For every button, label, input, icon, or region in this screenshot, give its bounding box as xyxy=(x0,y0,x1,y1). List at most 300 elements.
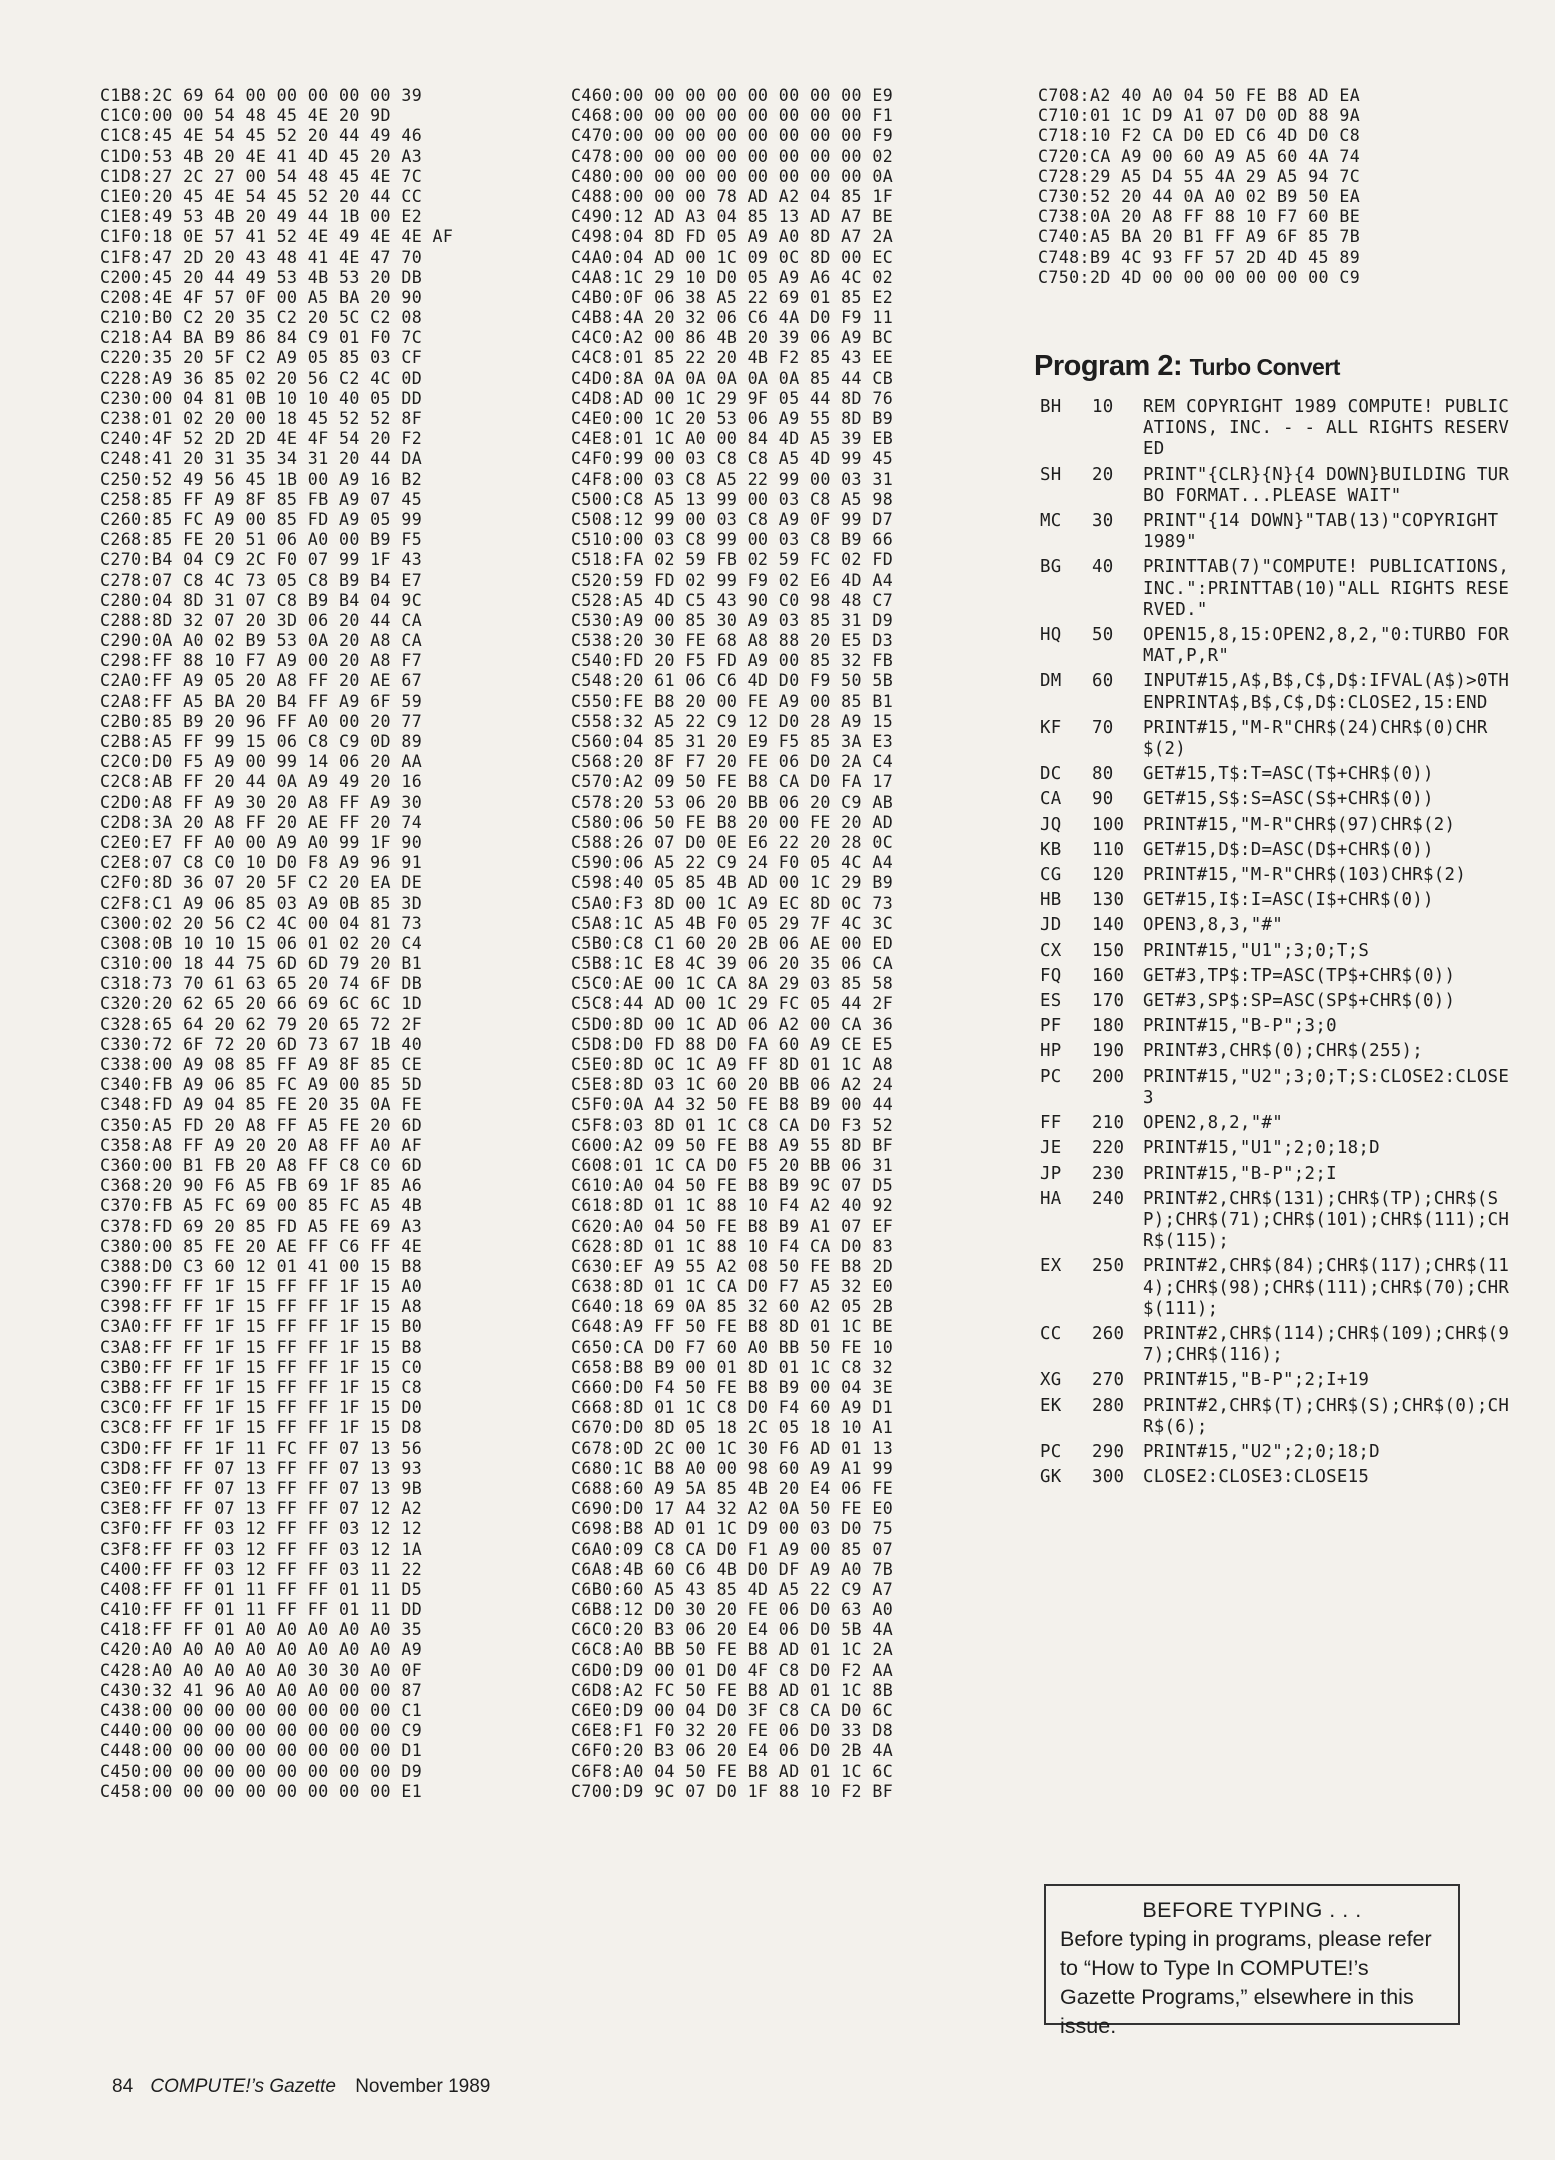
hex-line: C5D8:D0 FD 88 D0 FA 60 A9 CE E5 xyxy=(571,1034,894,1054)
hex-line: C360:00 B1 FB 20 A8 FF C8 C0 6D xyxy=(100,1155,423,1175)
line-code: GET#3,SP$:SP=ASC(SP$+CHR$(0)) xyxy=(1143,991,1456,1012)
hex-line: C710:01 1C D9 A1 07 D0 0D 88 9A xyxy=(1038,106,1361,126)
hex-line: C608:01 1C CA D0 F5 20 BB 06 31 xyxy=(571,1155,894,1175)
hex-line: C310:00 18 44 75 6D 6D 79 20 B1 xyxy=(100,954,423,974)
hex-line: C510:00 03 C8 99 00 03 C8 B9 66 xyxy=(571,530,894,550)
line-code: PRINT#15,"U1";2;0;18;D xyxy=(1143,1138,1380,1159)
line-checksum: HA xyxy=(1040,1188,1062,1209)
hex-line: C6D0:D9 00 01 D0 4F C8 D0 F2 AA xyxy=(571,1660,894,1680)
hex-line: C500:C8 A5 13 99 00 03 C8 A5 98 xyxy=(571,489,894,509)
hex-line: C320:20 62 65 20 66 69 6C 6C 1D xyxy=(100,994,423,1014)
line-checksum: SH xyxy=(1040,464,1062,485)
hex-line: C5A8:1C A5 4B F0 05 29 7F 4C 3C xyxy=(571,913,894,933)
hex-line: C220:35 20 5F C2 A9 05 85 03 CF xyxy=(100,348,423,368)
hex-line: C4C8:01 85 22 20 4B F2 85 43 EE xyxy=(571,348,894,368)
hex-line: C410:FF FF 01 11 FF FF 01 11 DD xyxy=(100,1600,423,1620)
hex-line: C4E0:00 1C 20 53 06 A9 55 8D B9 xyxy=(571,409,894,428)
hex-line: C620:A0 04 50 FE B8 B9 A1 07 EF xyxy=(571,1216,894,1236)
line-number: 270 xyxy=(1092,1370,1125,1391)
hex-line: C678:0D 2C 00 1C 30 F6 AD 01 13 xyxy=(571,1438,894,1458)
line-code: PRINT#15,"M-R"CHR$(24)CHR$(0)CHR$(2) xyxy=(1143,717,1488,760)
hex-line: C278:07 C8 4C 73 05 C8 B9 B4 E7 xyxy=(100,570,423,590)
line-number: 80 xyxy=(1092,764,1114,785)
line-code: PRINT#15,"B-P";2;I xyxy=(1143,1163,1337,1184)
basic-line xyxy=(1040,1164,1519,1185)
hex-line: C388:D0 C3 60 12 01 41 00 15 B8 xyxy=(100,1256,423,1276)
line-code: PRINT#15,"M-R"CHR$(97)CHR$(2) xyxy=(1143,814,1456,835)
program-title: Turbo Convert xyxy=(1189,354,1340,380)
hex-listing-column-2 xyxy=(571,86,893,1802)
basic-line xyxy=(1040,966,1519,987)
hex-line: C408:FF FF 01 11 FF FF 01 11 D5 xyxy=(100,1579,423,1599)
line-number: 40 xyxy=(1092,557,1114,578)
hex-line: C368:20 90 F6 A5 FB 69 1F 85 A6 xyxy=(100,1176,423,1196)
hex-line: C338:00 A9 08 85 FF A9 8F 85 CE xyxy=(100,1055,423,1074)
issue-date: November 1989 xyxy=(355,2076,491,2097)
hex-line: C5A0:F3 8D 00 1C A9 EC 8D 0C 73 xyxy=(571,893,894,913)
hex-line: C538:20 30 FE 68 A8 88 20 E5 D3 xyxy=(571,631,894,651)
hex-line: C478:00 00 00 00 00 00 00 00 02 xyxy=(571,146,894,166)
hex-line: C618:8D 01 1C 88 10 F4 A2 40 92 xyxy=(571,1196,894,1216)
hex-line: C738:0A 20 A8 FF 88 10 F7 60 BE xyxy=(1038,207,1361,227)
line-number: 300 xyxy=(1092,1467,1125,1488)
hex-line: C740:A5 BA 20 B1 FF A9 6F 85 7B xyxy=(1038,227,1361,247)
hex-line: C258:85 FF A9 8F 85 FB A9 07 45 xyxy=(100,489,423,509)
basic-line xyxy=(1040,1189,1519,1253)
line-code: INPUT#15,A$,B$,C$,D$:IFVAL(A$)>0THENPRINTA$,B$,C$,D$:CLOSE2,15:END xyxy=(1143,671,1510,713)
hex-line: C498:04 8D FD 05 A9 A0 8D A7 2A xyxy=(571,227,894,247)
hex-line: C250:52 49 56 45 1B 00 A9 16 B2 xyxy=(100,469,423,489)
line-checksum: EK xyxy=(1040,1395,1062,1416)
hex-line: C318:73 70 61 63 65 20 74 6F DB xyxy=(100,974,423,994)
hex-line: C3A0:FF FF 1F 15 FF FF 1F 15 B0 xyxy=(100,1317,423,1337)
hex-line: C4A0:04 AD 00 1C 09 0C 8D 00 EC xyxy=(571,247,894,267)
line-code: PRINT#15,"B-P";2;I+19 xyxy=(1143,1370,1370,1391)
hex-line: C5F8:03 8D 01 1C C8 CA D0 F3 52 xyxy=(571,1115,894,1135)
notice-body: Before typing in programs, please refer to “How to Type In COMPUTE!’s Gazette Programs,” elsewhere in this issue. xyxy=(1060,1927,1432,2038)
hex-line: C398:FF FF 1F 15 FF FF 1F 15 A8 xyxy=(100,1297,423,1317)
hex-line: C280:04 8D 31 07 C8 B9 B4 04 9C xyxy=(100,590,423,610)
hex-line: C208:4E 4F 57 0F 00 A5 BA 20 90 xyxy=(100,287,423,307)
basic-line xyxy=(1040,764,1519,785)
program-heading xyxy=(1034,350,1340,383)
hex-line: C520:59 FD 02 99 F9 02 E6 4D A4 xyxy=(571,570,894,590)
hex-line: C378:FD 69 20 85 FD A5 FE 69 A3 xyxy=(100,1216,423,1236)
hex-line: C2B8:A5 FF 99 15 06 C8 C9 0D 89 xyxy=(100,732,423,751)
basic-line xyxy=(1040,718,1519,760)
line-code: OPEN2,8,2,"#" xyxy=(1143,1113,1284,1134)
basic-line xyxy=(1040,890,1519,911)
before-typing-notice xyxy=(1044,1884,1460,2038)
line-number: 230 xyxy=(1092,1163,1125,1184)
hex-line: C6A0:09 C8 CA D0 F1 A9 00 85 07 xyxy=(571,1539,894,1559)
hex-line: C720:CA A9 00 60 A9 A5 60 4A 74 xyxy=(1038,146,1361,166)
hex-line: C458:00 00 00 00 00 00 00 00 E1 xyxy=(100,1781,423,1801)
hex-line: C3F8:FF FF 03 12 FF FF 03 12 1A xyxy=(100,1539,423,1559)
hex-line: C3D0:FF FF 1F 11 FC FF 07 13 56 xyxy=(100,1438,423,1458)
line-number: 280 xyxy=(1092,1395,1125,1416)
hex-line: C728:29 A5 D4 55 4A 29 A5 94 7C xyxy=(1038,166,1361,186)
line-number: 140 xyxy=(1092,915,1125,936)
line-checksum: DC xyxy=(1040,764,1062,785)
hex-line: C1C8:45 4E 54 45 52 20 44 49 46 xyxy=(100,126,423,146)
line-number: 130 xyxy=(1092,890,1125,911)
line-checksum: JD xyxy=(1040,915,1062,936)
line-code: PRINT#2,CHR$(114);CHR$(109);CHR$(97);CHR$(116); xyxy=(1143,1323,1510,1366)
hex-line: C270:B4 04 C9 2C F0 07 99 1F 43 xyxy=(100,550,423,570)
line-checksum: HB xyxy=(1040,890,1062,911)
hex-line: C2D0:A8 FF A9 30 20 A8 FF A9 30 xyxy=(100,792,423,812)
hex-line: C4F8:00 03 C8 A5 22 99 00 03 31 xyxy=(571,469,894,489)
line-number: 20 xyxy=(1092,464,1114,485)
hex-line: C2C8:AB FF 20 44 0A A9 49 20 16 xyxy=(100,772,423,792)
hex-line: C450:00 00 00 00 00 00 00 00 D9 xyxy=(100,1761,423,1781)
line-number: 10 xyxy=(1092,397,1114,417)
hex-line: C240:4F 52 2D 2D 4E 4F 54 20 F2 xyxy=(100,429,423,449)
hex-line: C1B8:2C 69 64 00 00 00 00 00 39 xyxy=(100,86,423,105)
hex-line: C228:A9 36 85 02 20 56 C2 4C 0D xyxy=(100,368,423,388)
hex-line: C2E0:E7 FF A0 00 A9 A0 99 1F 90 xyxy=(100,832,423,852)
basic-line xyxy=(1040,1370,1519,1391)
hex-line: C4E8:01 1C A0 00 84 4D A5 39 EB xyxy=(571,429,894,449)
hex-line: C2E8:07 C8 C0 10 D0 F8 A9 96 91 xyxy=(100,853,423,873)
line-checksum: FF xyxy=(1040,1113,1062,1134)
hex-line: C358:A8 FF A9 20 20 A8 FF A0 AF xyxy=(100,1135,423,1155)
hex-line: C4F0:99 00 03 C8 C8 A5 4D 99 45 xyxy=(571,449,894,469)
hex-line: C3C0:FF FF 1F 15 FF FF 1F 15 D0 xyxy=(100,1398,423,1418)
basic-line xyxy=(1040,671,1519,713)
line-code: PRINT"{14 DOWN}"TAB(13)"COPYRIGHT 1989" xyxy=(1143,511,1499,553)
hex-line: C490:12 AD A3 04 85 13 AD A7 BE xyxy=(571,207,894,227)
basic-line xyxy=(1040,941,1519,962)
hex-line: C288:8D 32 07 20 3D 06 20 44 CA xyxy=(100,610,423,630)
line-number: 120 xyxy=(1092,865,1125,886)
line-checksum: KF xyxy=(1040,717,1062,738)
hex-line: C2C0:D0 F5 A9 00 99 14 06 20 AA xyxy=(100,752,423,772)
hex-line: C550:FE B8 20 00 FE A9 00 85 B1 xyxy=(571,691,894,711)
hex-line: C268:85 FE 20 51 06 A0 00 B9 F5 xyxy=(100,530,423,550)
hex-line: C5B8:1C E8 4C 39 06 20 35 06 CA xyxy=(571,954,894,974)
hex-line: C6A8:4B 60 C6 4B D0 DF A9 A0 7B xyxy=(571,1559,894,1579)
hex-line: C698:B8 AD 01 1C D9 00 03 D0 75 xyxy=(571,1519,894,1539)
hex-line: C518:FA 02 59 FB 02 59 FC 02 FD xyxy=(571,550,894,570)
line-code: PRINT#15,"U2";3;0;T;S:CLOSE2:CLOSE3 xyxy=(1143,1066,1510,1108)
hex-line: C2F8:C1 A9 06 85 03 A9 0B 85 3D xyxy=(100,893,423,913)
basic-line xyxy=(1040,865,1519,886)
basic-listing xyxy=(1040,397,1519,1492)
hex-line: C230:00 04 81 0B 10 10 40 05 DD xyxy=(100,388,423,408)
hex-line: C528:A5 4D C5 43 90 C0 98 48 C7 xyxy=(571,590,894,610)
line-code: PRINT#15,"B-P";3;0 xyxy=(1143,1016,1337,1037)
hex-line: C298:FF 88 10 F7 A9 00 20 A8 F7 xyxy=(100,651,423,671)
hex-line: C610:A0 04 50 FE B8 B9 9C 07 D5 xyxy=(571,1176,894,1196)
line-checksum: HQ xyxy=(1040,625,1062,646)
hex-line: C370:FB A5 FC 69 00 85 FC A5 4B xyxy=(100,1196,423,1216)
hex-line: C718:10 F2 CA D0 ED C6 4D D0 C8 xyxy=(1038,126,1361,146)
line-code: PRINT#2,CHR$(T);CHR$(S);CHR$(0);CHR$(6); xyxy=(1143,1395,1510,1437)
hex-line: C578:20 53 06 20 BB 06 20 C9 AB xyxy=(571,792,894,812)
line-number: 90 xyxy=(1092,789,1114,810)
hex-line: C750:2D 4D 00 00 00 00 00 00 C9 xyxy=(1038,267,1361,287)
hex-line: C6C8:A0 BB 50 FE B8 AD 01 1C 2A xyxy=(571,1640,894,1660)
hex-line: C3E0:FF FF 07 13 FF FF 07 13 9B xyxy=(100,1478,423,1498)
basic-line xyxy=(1040,1113,1519,1134)
line-number: 220 xyxy=(1092,1138,1125,1159)
hex-line: C6F0:20 B3 06 20 E4 06 D0 2B 4A xyxy=(571,1741,894,1761)
line-code: PRINT"{CLR}{N}{4 DOWN}BUILDING TURBO FORMAT...PLEASE WAIT" xyxy=(1143,464,1510,506)
hex-line: C598:40 05 85 4B AD 00 1C 29 B9 xyxy=(571,873,894,893)
basic-line xyxy=(1040,991,1519,1012)
hex-line: C650:CA D0 F7 60 A0 BB 50 FE 10 xyxy=(571,1337,894,1357)
line-code: GET#15,S$:S=ASC(S$+CHR$(0)) xyxy=(1143,789,1434,810)
hex-line: C300:02 20 56 C2 4C 00 04 81 73 xyxy=(100,913,423,933)
hex-line: C548:20 61 06 C6 4D D0 F9 50 5B xyxy=(571,671,894,691)
hex-line: C5E8:8D 03 1C 60 20 BB 06 A2 24 xyxy=(571,1075,894,1095)
line-number: 210 xyxy=(1092,1113,1125,1134)
hex-line: C6E0:D9 00 04 D0 3F C8 CA D0 6C xyxy=(571,1701,894,1720)
hex-line: C6B8:12 D0 30 20 FE 06 D0 63 A0 xyxy=(571,1600,894,1620)
line-number: 290 xyxy=(1092,1441,1125,1462)
hex-line: C590:06 A5 22 C9 24 F0 05 4C A4 xyxy=(571,853,894,873)
line-checksum: CG xyxy=(1040,865,1062,886)
hex-line: C6E8:F1 F0 32 20 FE 06 D0 33 D8 xyxy=(571,1721,894,1741)
hex-listing-column-1 xyxy=(100,86,453,1802)
hex-line: C5C8:44 AD 00 1C 29 FC 05 44 2F xyxy=(571,994,894,1014)
hex-line: C468:00 00 00 00 00 00 00 00 F1 xyxy=(571,106,894,126)
hex-line: C2B0:85 B9 20 96 FF A0 00 20 77 xyxy=(100,711,423,731)
line-number: 60 xyxy=(1092,671,1114,692)
hex-line: C680:1C B8 A0 00 98 60 A9 A1 99 xyxy=(571,1458,894,1478)
basic-line xyxy=(1040,397,1519,461)
hex-line: C460:00 00 00 00 00 00 00 00 E9 xyxy=(571,86,894,105)
hex-line: C3B0:FF FF 1F 15 FF FF 1F 15 C0 xyxy=(100,1357,423,1377)
line-number: 200 xyxy=(1092,1066,1125,1087)
hex-line: C4B8:4A 20 32 06 C6 4A D0 F9 11 xyxy=(571,308,894,328)
hex-line: C440:00 00 00 00 00 00 00 00 C9 xyxy=(100,1721,423,1741)
hex-line: C5D0:8D 00 1C AD 06 A2 00 CA 36 xyxy=(571,1014,894,1034)
hex-line: C6D8:A2 FC 50 FE B8 AD 01 1C 8B xyxy=(571,1680,894,1700)
hex-line: C6F8:A0 04 50 FE B8 AD 01 1C 6C xyxy=(571,1761,894,1781)
basic-line xyxy=(1040,1442,1519,1463)
line-checksum: PF xyxy=(1040,1016,1062,1037)
line-code: OPEN3,8,3,"#" xyxy=(1143,915,1284,936)
hex-line: C3D8:FF FF 07 13 FF FF 07 13 93 xyxy=(100,1458,423,1478)
hex-line: C308:0B 10 10 15 06 01 02 20 C4 xyxy=(100,933,423,953)
basic-line xyxy=(1040,557,1519,621)
line-checksum: ES xyxy=(1040,991,1062,1012)
magazine-name: COMPUTE!’s Gazette xyxy=(150,2076,336,2097)
hex-line: C2F0:8D 36 07 20 5F C2 20 EA DE xyxy=(100,873,423,893)
line-code: CLOSE2:CLOSE3:CLOSE15 xyxy=(1143,1467,1370,1488)
line-code: GET#15,D$:D=ASC(D$+CHR$(0)) xyxy=(1143,839,1434,860)
hex-line: C688:60 A9 5A 85 4B 20 E4 06 FE xyxy=(571,1478,894,1498)
hex-line: C350:A5 FD 20 A8 FF A5 FE 20 6D xyxy=(100,1115,423,1135)
basic-line xyxy=(1040,789,1519,810)
hex-line: C400:FF FF 03 12 FF FF 03 11 22 xyxy=(100,1559,423,1579)
hex-line: C690:D0 17 A4 32 A2 0A 50 FE E0 xyxy=(571,1499,894,1519)
hex-line: C570:A2 09 50 FE B8 CA D0 FA 17 xyxy=(571,772,894,792)
hex-line: C380:00 85 FE 20 AE FF C6 FF 4E xyxy=(100,1236,423,1256)
line-number: 160 xyxy=(1092,965,1125,986)
line-checksum: XG xyxy=(1040,1370,1062,1391)
hex-line: C3E8:FF FF 07 13 FF FF 07 12 A2 xyxy=(100,1499,423,1519)
line-checksum: PC xyxy=(1040,1441,1062,1462)
hex-line: C508:12 99 00 03 C8 A9 0F 99 D7 xyxy=(571,509,894,529)
hex-line: C2A8:FF A5 BA 20 B4 FF A9 6F 59 xyxy=(100,691,423,711)
hex-line: C438:00 00 00 00 00 00 00 00 C1 xyxy=(100,1701,423,1720)
hex-line: C540:FD 20 F5 FD A9 00 85 32 FB xyxy=(571,651,894,671)
hex-line: C488:00 00 00 78 AD A2 04 85 1F xyxy=(571,186,894,206)
hex-line: C5B0:C8 C1 60 20 2B 06 AE 00 ED xyxy=(571,933,894,953)
basic-line xyxy=(1040,1256,1519,1320)
basic-line xyxy=(1040,915,1519,936)
basic-line xyxy=(1040,1396,1519,1438)
line-code: PRINT#15,"U1";3;0;T;S xyxy=(1143,940,1370,961)
line-checksum: PC xyxy=(1040,1066,1062,1087)
basic-line xyxy=(1040,511,1519,553)
hex-line: C658:B8 B9 00 01 8D 01 1C C8 32 xyxy=(571,1357,894,1377)
line-code: GET#3,TP$:TP=ASC(TP$+CHR$(0)) xyxy=(1143,965,1456,986)
notice-title: BEFORE TYPING . . . xyxy=(1142,1898,1362,1922)
hex-line: C1C0:00 00 54 48 45 4E 20 9D xyxy=(100,106,391,126)
hex-line: C630:EF A9 55 A2 08 50 FE B8 2D xyxy=(571,1256,894,1276)
hex-line: C418:FF FF 01 A0 A0 A0 A0 A0 35 xyxy=(100,1620,423,1640)
line-checksum: JP xyxy=(1040,1163,1062,1184)
line-number: 250 xyxy=(1092,1256,1125,1277)
hex-line: C660:D0 F4 50 FE B8 B9 00 04 3E xyxy=(571,1378,894,1397)
hex-line: C420:A0 A0 A0 A0 A0 A0 A0 A0 A9 xyxy=(100,1640,423,1660)
hex-line: C588:26 07 D0 0E E6 22 20 28 0C xyxy=(571,832,894,852)
hex-line: C330:72 6F 72 20 6D 73 67 1B 40 xyxy=(100,1034,423,1054)
line-checksum: DM xyxy=(1040,671,1062,692)
line-checksum: BH xyxy=(1040,397,1062,417)
basic-line xyxy=(1040,1138,1519,1159)
hex-line: C5E0:8D 0C 1C A9 FF 8D 01 1C A8 xyxy=(571,1055,894,1074)
line-checksum: EX xyxy=(1040,1256,1062,1277)
hex-line: C1E0:20 45 4E 54 45 52 20 44 CC xyxy=(100,186,423,206)
basic-line xyxy=(1040,1467,1519,1488)
hex-line: C4A8:1C 29 10 D0 05 A9 A6 4C 02 xyxy=(571,267,894,287)
line-checksum: KB xyxy=(1040,839,1062,860)
hex-line: C628:8D 01 1C 88 10 F4 CA D0 83 xyxy=(571,1236,894,1256)
hex-line: C340:FB A9 06 85 FC A9 00 85 5D xyxy=(100,1075,423,1095)
hex-line: C1D8:27 2C 27 00 54 48 45 4E 7C xyxy=(100,166,423,186)
hex-line: C218:A4 BA B9 86 84 C9 01 F0 7C xyxy=(100,328,423,348)
hex-line: C560:04 85 31 20 E9 F5 85 3A E3 xyxy=(571,732,894,751)
hex-line: C5C0:AE 00 1C CA 8A 29 03 85 58 xyxy=(571,974,894,994)
basic-line xyxy=(1040,625,1519,667)
basic-line xyxy=(1040,840,1519,861)
line-code: OPEN15,8,15:OPEN2,8,2,"0:TURBO FORMAT,P,R" xyxy=(1143,625,1510,667)
line-code: GET#15,I$:I=ASC(I$+CHR$(0)) xyxy=(1143,890,1434,911)
line-checksum: HP xyxy=(1040,1041,1062,1062)
hex-line: C4D8:AD 00 1C 29 9F 05 44 8D 76 xyxy=(571,388,894,408)
hex-line: C1E8:49 53 4B 20 49 44 1B 00 E2 xyxy=(100,207,423,227)
line-code: GET#15,T$:T=ASC(T$+CHR$(0)) xyxy=(1143,764,1434,785)
hex-line: C638:8D 01 1C CA D0 F7 A5 32 E0 xyxy=(571,1277,894,1297)
hex-line: C530:A9 00 85 30 A9 03 85 31 D9 xyxy=(571,610,894,630)
hex-line: C480:00 00 00 00 00 00 00 00 0A xyxy=(571,166,894,186)
hex-line: C580:06 50 FE B8 20 00 FE 20 AD xyxy=(571,812,894,832)
hex-line: C3F0:FF FF 03 12 FF FF 03 12 12 xyxy=(100,1519,423,1539)
hex-line: C470:00 00 00 00 00 00 00 00 F9 xyxy=(571,126,894,146)
line-checksum: CC xyxy=(1040,1323,1062,1344)
hex-line: C3A8:FF FF 1F 15 FF FF 1F 15 B8 xyxy=(100,1337,423,1357)
hex-line: C4C0:A2 00 86 4B 20 39 06 A9 BC xyxy=(571,328,894,348)
basic-line xyxy=(1040,465,1519,507)
line-code: PRINT#2,CHR$(131);CHR$(TP);CHR$(SP);CHR$(71);CHR$(101);CHR$(111);CHR$(115); xyxy=(1143,1188,1510,1252)
hex-line: C558:32 A5 22 C9 12 D0 28 A9 15 xyxy=(571,711,894,731)
hex-line: C4B0:0F 06 38 A5 22 69 01 85 E2 xyxy=(571,287,894,307)
hex-line: C2A0:FF A9 05 20 A8 FF 20 AE 67 xyxy=(100,671,423,691)
hex-line: C428:A0 A0 A0 A0 A0 30 30 A0 0F xyxy=(100,1660,423,1680)
line-number: 70 xyxy=(1092,717,1114,738)
line-checksum: GK xyxy=(1040,1467,1062,1488)
line-checksum: JE xyxy=(1040,1138,1062,1159)
hex-line: C3B8:FF FF 1F 15 FF FF 1F 15 C8 xyxy=(100,1378,423,1397)
hex-line: C1F0:18 0E 57 41 52 4E 49 4E 4E AF xyxy=(100,227,454,247)
line-checksum: CX xyxy=(1040,940,1062,961)
program-number: Program 2: xyxy=(1034,350,1183,382)
hex-line: C640:18 69 0A 85 32 60 A2 05 2B xyxy=(571,1297,894,1317)
page-footer xyxy=(112,2076,490,2098)
line-code: PRINT#15,"U2";2;0;18;D xyxy=(1143,1441,1380,1462)
line-code: PRINTTAB(7)"COMPUTE! PUBLICATIONS, INC.":PRINTTAB(10)"ALL RIGHTS RESERVED." xyxy=(1143,557,1510,620)
basic-line xyxy=(1040,1067,1519,1109)
hex-line: C648:A9 FF 50 FE B8 8D 01 1C BE xyxy=(571,1317,894,1337)
basic-line xyxy=(1040,1041,1519,1062)
hex-line: C6B0:60 A5 43 85 4D A5 22 C9 A7 xyxy=(571,1579,894,1599)
hex-line: C748:B9 4C 93 FF 57 2D 4D 45 89 xyxy=(1038,247,1361,267)
hex-line: C1F8:47 2D 20 43 48 41 4E 47 70 xyxy=(100,247,423,267)
hex-line: C1D0:53 4B 20 4E 41 4D 45 20 A3 xyxy=(100,146,423,166)
hex-line: C4D0:8A 0A 0A 0A 0A 0A 85 44 CB xyxy=(571,368,894,388)
line-checksum: FQ xyxy=(1040,965,1062,986)
line-number: 260 xyxy=(1092,1323,1125,1344)
hex-line: C568:20 8F F7 20 FE 06 D0 2A C4 xyxy=(571,752,894,772)
hex-line: C5F0:0A A4 32 50 FE B8 B9 00 44 xyxy=(571,1095,894,1115)
hex-line: C430:32 41 96 A0 A0 A0 00 00 87 xyxy=(100,1680,423,1700)
hex-line: C6C0:20 B3 06 20 E4 06 D0 5B 4A xyxy=(571,1620,894,1640)
line-checksum: BG xyxy=(1040,557,1062,578)
hex-listing-column-3 xyxy=(1038,86,1360,288)
line-checksum: JQ xyxy=(1040,814,1062,835)
basic-line xyxy=(1040,1016,1519,1037)
line-number: 170 xyxy=(1092,991,1125,1012)
line-code: PRINT#15,"M-R"CHR$(103)CHR$(2) xyxy=(1143,865,1467,886)
hex-line: C670:D0 8D 05 18 2C 05 18 10 A1 xyxy=(571,1418,894,1438)
hex-line: C730:52 20 44 0A A0 02 B9 50 EA xyxy=(1038,186,1361,206)
hex-line: C200:45 20 44 49 53 4B 53 20 DB xyxy=(100,267,423,287)
hex-line: C260:85 FC A9 00 85 FD A9 05 99 xyxy=(100,509,423,529)
line-code: PRINT#2,CHR$(84);CHR$(117);CHR$(114);CHR$(98);CHR$(111);CHR$(70);CHR$(111); xyxy=(1143,1256,1510,1319)
hex-line: C600:A2 09 50 FE B8 A9 55 8D BF xyxy=(571,1135,894,1155)
line-number: 30 xyxy=(1092,511,1114,532)
line-code: PRINT#3,CHR$(0);CHR$(255); xyxy=(1143,1041,1424,1062)
hex-line: C708:A2 40 A0 04 50 FE B8 AD EA xyxy=(1038,86,1361,105)
line-number: 190 xyxy=(1092,1041,1125,1062)
page-number: 84 xyxy=(112,2076,134,2097)
hex-line: C448:00 00 00 00 00 00 00 00 D1 xyxy=(100,1741,423,1761)
hex-line: C3C8:FF FF 1F 15 FF FF 1F 15 D8 xyxy=(100,1418,423,1438)
hex-line: C248:41 20 31 35 34 31 20 44 DA xyxy=(100,449,423,469)
hex-line: C348:FD A9 04 85 FE 20 35 0A FE xyxy=(100,1095,423,1115)
line-number: 150 xyxy=(1092,940,1125,961)
line-checksum: MC xyxy=(1040,511,1062,532)
line-number: 110 xyxy=(1092,839,1125,860)
hex-line: C238:01 02 20 00 18 45 52 52 8F xyxy=(100,409,423,428)
hex-line: C668:8D 01 1C C8 D0 F4 60 A9 D1 xyxy=(571,1398,894,1418)
